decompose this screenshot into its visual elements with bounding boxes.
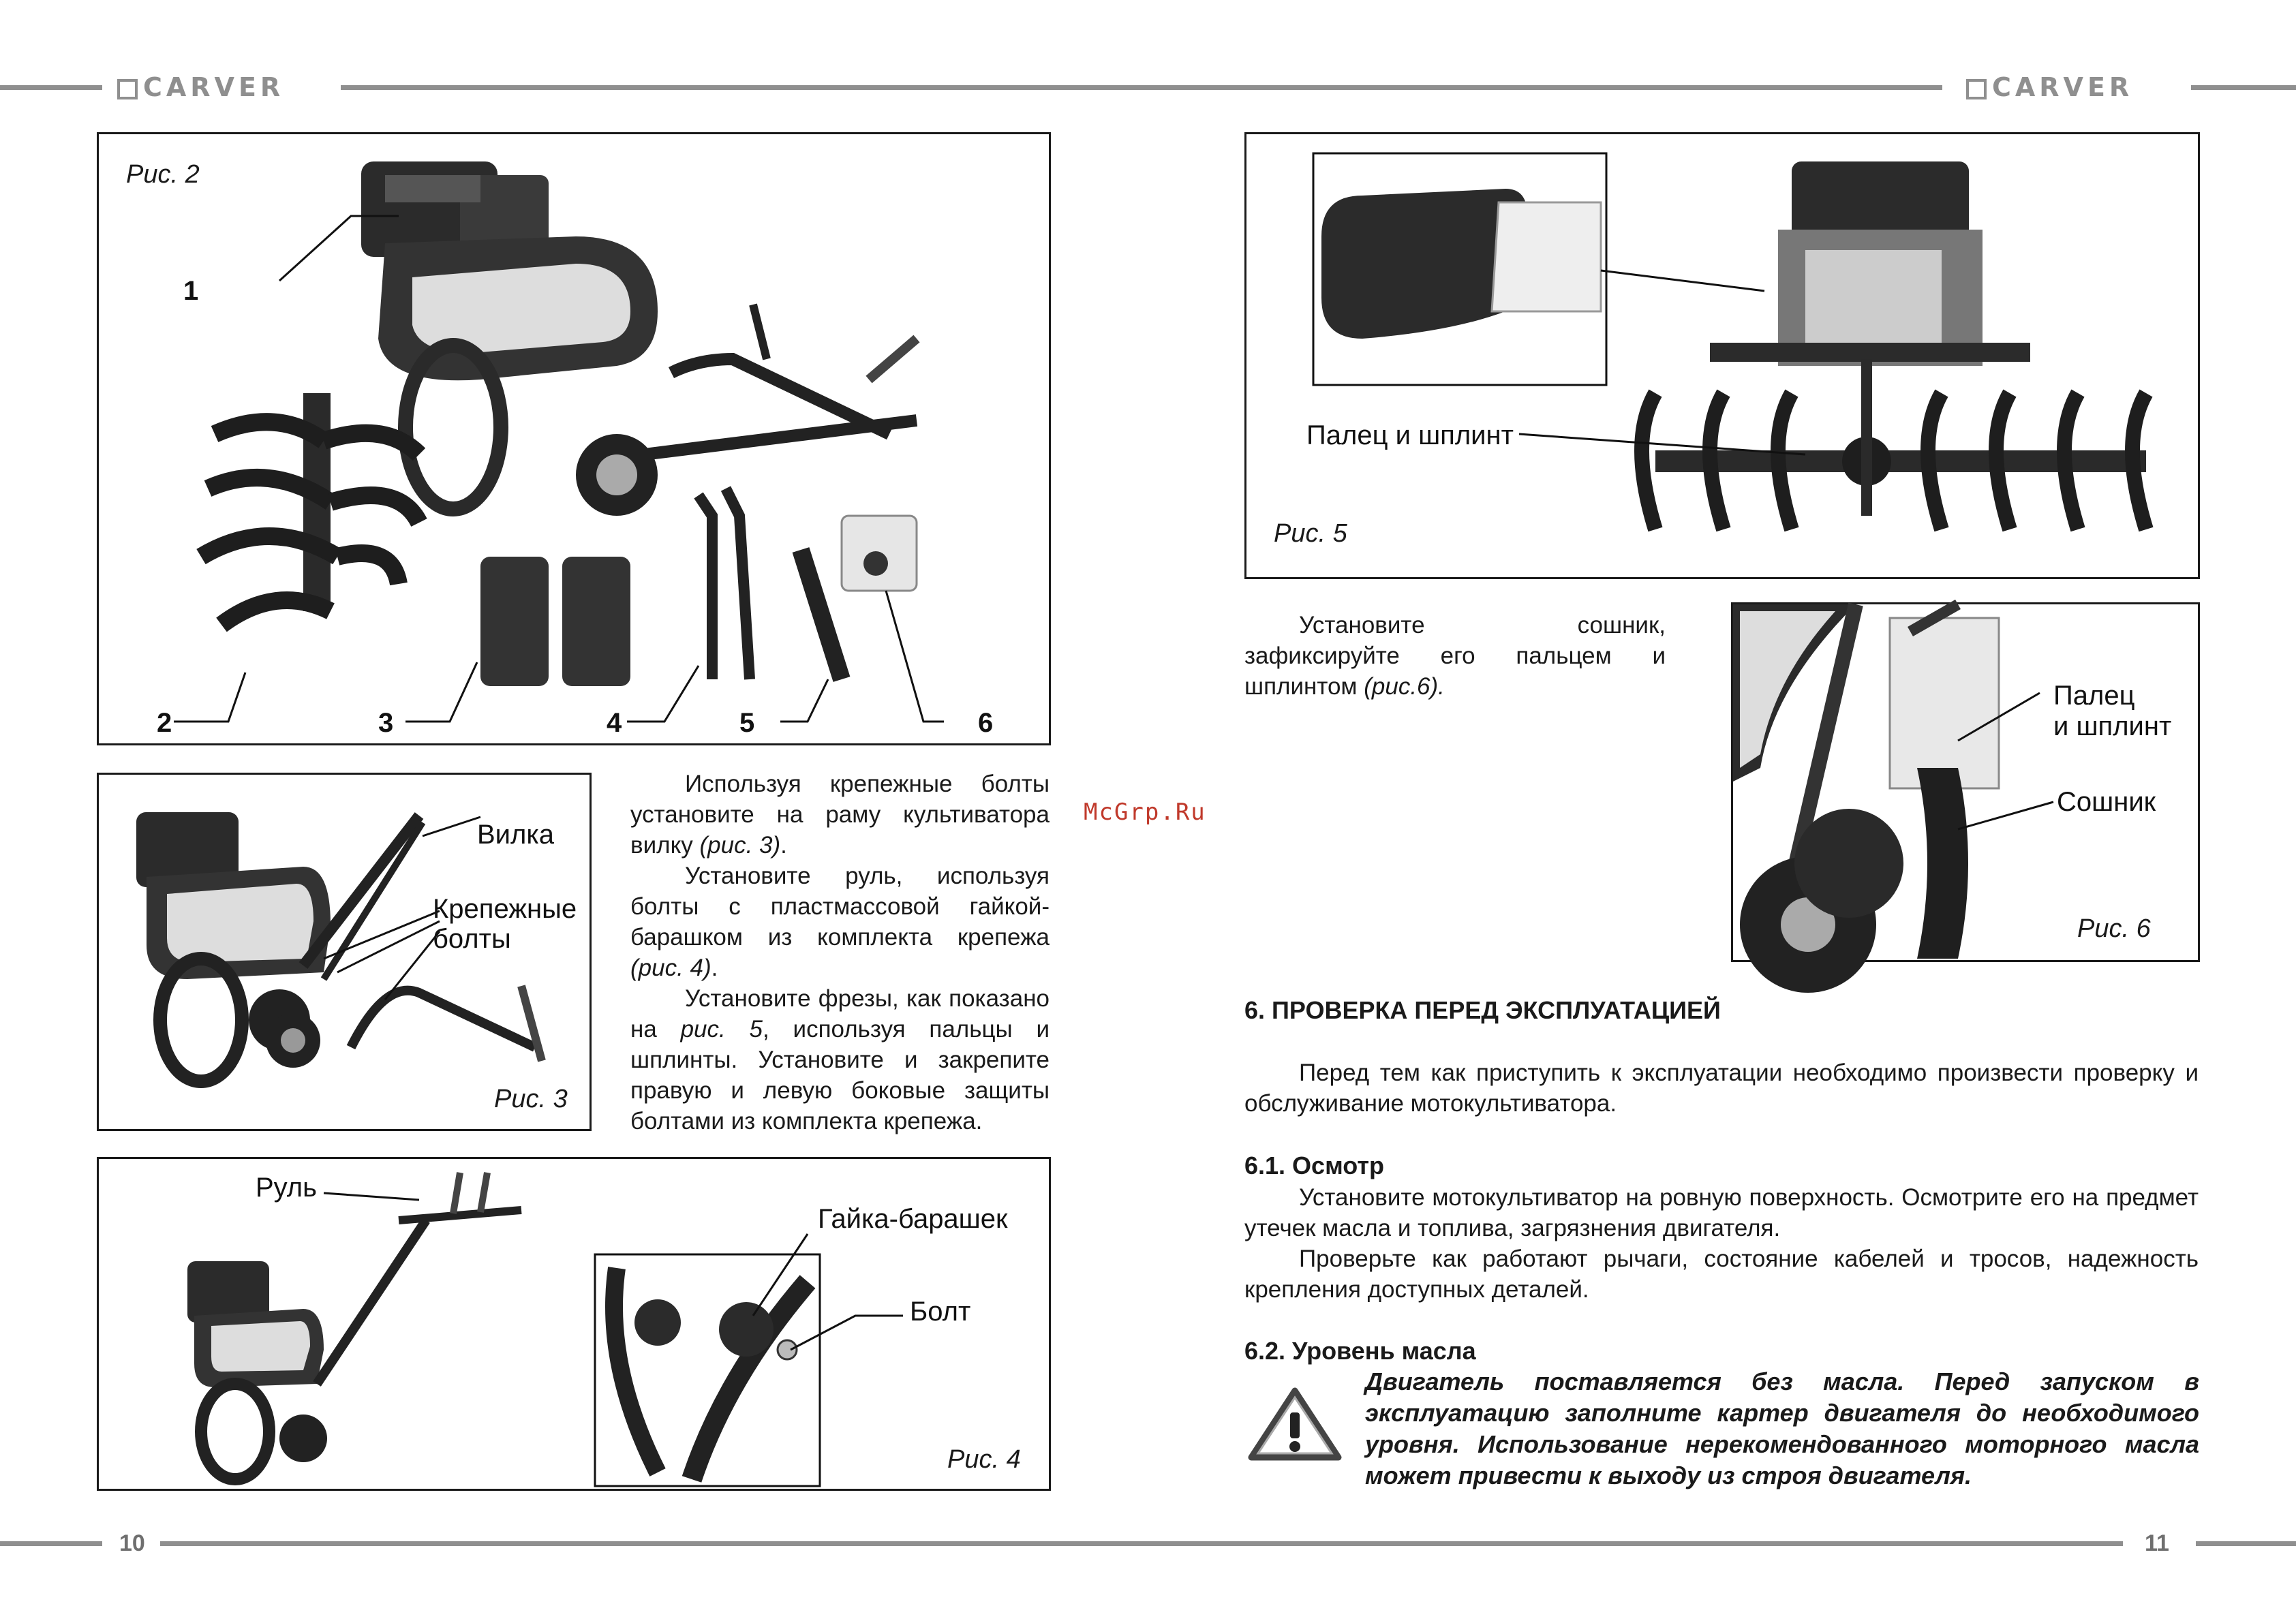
label-coulter: Сошник <box>2057 787 2156 817</box>
label-bolt: Болт <box>910 1297 971 1327</box>
watermark: McGrp.Ru <box>1084 799 1206 826</box>
figure-caption: Рис. 6 <box>2077 914 2151 943</box>
part-label-5: 5 <box>739 708 755 738</box>
brand-mark-icon <box>1966 79 1987 99</box>
figure-caption: Рис. 4 <box>947 1445 1021 1474</box>
brand-mark-icon <box>117 79 138 99</box>
paragraph-tines: Установите фрезы, как показано на рис. 5, используя пальцы и шплинты. Установите и закрепите правую и левую боковые защиты болтами из комплекта крепежа. <box>630 985 1050 1134</box>
label-fork: Вилка <box>477 820 554 850</box>
coulter-instructions: Установите сошник, зафиксируйте его пальцем и шплинтом (рис.6). <box>1244 612 1666 700</box>
part-label-2: 2 <box>157 708 172 738</box>
part-label-6: 6 <box>978 708 994 738</box>
subsection-title-inspection: 6.1. Осмотр <box>1244 1151 1384 1179</box>
part-label-3: 3 <box>378 708 394 738</box>
header-rule-right <box>2191 85 2296 90</box>
part-label-4: 4 <box>607 708 622 738</box>
tines-mount-illustration <box>1246 134 2202 581</box>
assembly-instructions <box>630 769 1050 1137</box>
warning-triangle-icon <box>1247 1387 1343 1462</box>
label-handlebar: Руль <box>256 1173 317 1203</box>
section-intro: Перед тем как приступить к эксплуатации необходимо произвести проверку и обслуживание мотокультиватора. <box>1244 1060 2199 1117</box>
page-number-left: 10 <box>119 1530 145 1556</box>
label-wing-nut: Гайка-барашек <box>818 1204 1008 1234</box>
brand-logo-right: CARVER <box>1966 74 2133 101</box>
figure-caption: Рис. 3 <box>494 1085 568 1113</box>
subsection-title-oil-level: 6.2. Уровень масла <box>1244 1337 1476 1365</box>
figure-caption: Рис. 2 <box>126 160 200 189</box>
part-label-1: 1 <box>183 276 199 306</box>
label-bolts: Крепежные болты <box>433 894 577 954</box>
footer-rule-middle <box>160 1541 2123 1546</box>
footer-rule-right <box>2196 1541 2296 1546</box>
header-rule-left-b <box>341 85 1942 90</box>
paragraph-handlebar: Установите руль, используя болты с пластмассовой гайкой-барашком из комплекта крепежа (рис. 4). <box>630 863 1050 981</box>
label-cotter: и шплинт <box>2053 711 2172 741</box>
coulter-mount-illustration <box>1733 604 2202 964</box>
figure-2 <box>97 132 1051 745</box>
oil-warning-text: Двигатель поставляется без масла. Перед запуском в эксплуатацию заполните картер двигателя до необходимого уровня. Использование нерекомендованного моторного масла может привести к выходу из строя двигателя. <box>1365 1367 2199 1489</box>
inspection-text: Установите мотокультиватор на ровную поверхность. Осмотрите его на предмет утечек масла и топлива, загрязнения двигателя. Проверьте как работают рычаги, состояние кабелей и тросов, надежность крепления доступных деталей. <box>1244 1184 2199 1303</box>
brand-logo-left: CARVER <box>117 74 284 101</box>
label-pin-and-cotter: Палец и шплинт <box>1306 420 1514 450</box>
header-rule-left-a <box>0 85 102 90</box>
page-number-right: 11 <box>2145 1530 2169 1556</box>
figure-4 <box>97 1157 1051 1491</box>
figure-3 <box>97 773 592 1131</box>
figure-6 <box>1731 602 2200 962</box>
cultivator-parts-illustration <box>99 134 1053 747</box>
paragraph-fork: Используя крепежные болты установите на раму культиватора вилку (рис. 3). <box>630 771 1050 859</box>
section-title: 6. ПРОВЕРКА ПЕРЕД ЭКСПЛУАТАЦИЕЙ <box>1244 996 1721 1024</box>
label-pin: Палец <box>2053 681 2135 711</box>
figure-caption: Рис. 5 <box>1274 519 1347 548</box>
figure-5 <box>1244 132 2200 579</box>
footer-rule-left <box>0 1541 102 1546</box>
